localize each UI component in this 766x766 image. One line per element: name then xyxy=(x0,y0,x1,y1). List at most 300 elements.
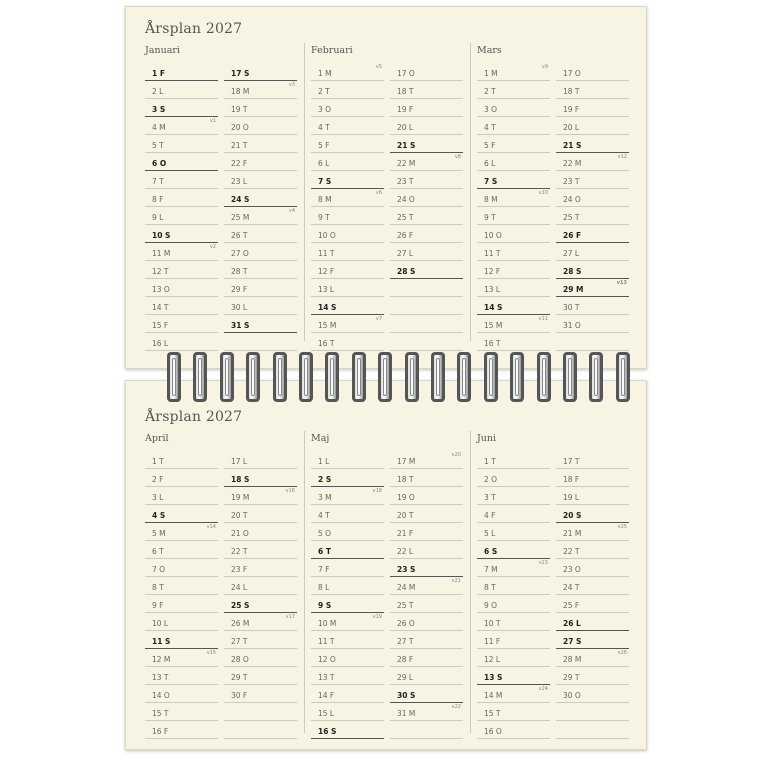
week-number: v4 xyxy=(288,208,295,214)
day-row xyxy=(145,81,218,99)
day-label: 7 M xyxy=(484,565,498,574)
day-label: 14 S xyxy=(484,303,503,312)
day-label: 2 T xyxy=(484,87,496,96)
day-label: 10 M xyxy=(318,619,337,628)
day-label: 31 S xyxy=(231,321,250,330)
day-row xyxy=(477,613,550,631)
day-row xyxy=(224,505,297,523)
day-row xyxy=(224,631,297,649)
day-label: 30 O xyxy=(563,691,581,700)
day-label: 11 T xyxy=(318,249,335,258)
day-label: 14 O xyxy=(152,691,170,700)
day-row xyxy=(311,99,384,117)
day-row xyxy=(145,487,218,505)
day-label: 28 S xyxy=(563,267,582,276)
day-row xyxy=(477,279,550,297)
day-row xyxy=(477,685,550,703)
day-label: 5 O xyxy=(318,529,332,538)
day-label: 1 M xyxy=(484,69,498,78)
day-label: 24 L xyxy=(231,583,248,592)
day-row xyxy=(556,297,629,315)
day-row xyxy=(224,451,297,469)
day-label: 29 L xyxy=(397,673,414,682)
day-row xyxy=(311,505,384,523)
day-row xyxy=(145,117,218,135)
day-row xyxy=(477,649,550,667)
day-label: 1 F xyxy=(152,69,165,78)
day-label: 11 T xyxy=(484,249,501,258)
day-label: 17 S xyxy=(231,69,250,78)
day-row xyxy=(145,315,218,333)
day-row xyxy=(477,595,550,613)
day-row xyxy=(311,279,384,297)
day-label: 1 T xyxy=(152,457,164,466)
day-row xyxy=(224,649,297,667)
day-row xyxy=(477,63,550,81)
day-label: 28 T xyxy=(231,267,248,276)
day-row xyxy=(145,469,218,487)
day-row xyxy=(145,559,218,577)
day-row xyxy=(390,225,463,243)
binding-ring xyxy=(273,352,287,402)
day-label: 6 O xyxy=(152,159,167,168)
day-row xyxy=(477,243,550,261)
day-row xyxy=(311,261,384,279)
top-page xyxy=(125,6,647,369)
day-label: 13 T xyxy=(152,673,169,682)
day-label: 3 T xyxy=(484,493,496,502)
day-label: 21 S xyxy=(397,141,416,150)
binding-ring xyxy=(352,352,366,402)
day-column xyxy=(224,451,297,739)
day-label: 12 F xyxy=(484,267,501,276)
day-row xyxy=(390,333,463,351)
day-row xyxy=(556,685,629,703)
day-row xyxy=(390,135,463,153)
day-label: 19 L xyxy=(563,493,580,502)
day-row xyxy=(477,81,550,99)
day-row xyxy=(477,135,550,153)
day-row xyxy=(556,487,629,505)
day-label: 26 T xyxy=(231,231,248,240)
day-label: 8 F xyxy=(152,195,164,204)
day-label: 3 S xyxy=(152,105,166,114)
day-label: 22 L xyxy=(397,547,414,556)
day-row xyxy=(145,649,218,667)
day-label: 23 S xyxy=(397,565,416,574)
day-row xyxy=(556,703,629,721)
week-number: v7 xyxy=(375,316,382,322)
day-label: 29 T xyxy=(563,673,580,682)
day-row xyxy=(145,261,218,279)
week-number: v20 xyxy=(451,452,461,458)
day-row xyxy=(311,703,384,721)
day-row xyxy=(556,225,629,243)
day-label: 25 T xyxy=(563,213,580,222)
day-row xyxy=(477,631,550,649)
day-label: 21 F xyxy=(397,529,414,538)
day-row xyxy=(390,81,463,99)
day-label: 5 L xyxy=(484,529,496,538)
day-label: 12 T xyxy=(152,267,169,276)
day-row xyxy=(224,577,297,595)
day-row xyxy=(145,297,218,315)
day-label: 7 F xyxy=(318,565,330,574)
day-label: 17 L xyxy=(231,457,248,466)
day-label: 17 O xyxy=(563,69,581,78)
day-label: 9 S xyxy=(318,601,332,610)
day-row xyxy=(224,667,297,685)
day-row xyxy=(477,225,550,243)
week-number: v3 xyxy=(288,82,295,88)
day-label: 2 T xyxy=(318,87,330,96)
week-number: v1 xyxy=(209,118,216,124)
day-row xyxy=(145,243,218,261)
day-label: 22 T xyxy=(563,547,580,556)
day-label: 9 F xyxy=(152,601,164,610)
day-label: 6 T xyxy=(318,547,331,556)
day-label: 11 F xyxy=(484,637,501,646)
month-divider xyxy=(470,43,471,341)
day-label: 6 L xyxy=(484,159,496,168)
day-row xyxy=(145,613,218,631)
day-label: 21 S xyxy=(563,141,582,150)
day-label: 14 T xyxy=(152,303,169,312)
day-row xyxy=(390,243,463,261)
day-row xyxy=(477,261,550,279)
day-label: 24 M xyxy=(397,583,416,592)
day-row xyxy=(390,577,463,595)
day-label: 7 T xyxy=(152,177,164,186)
day-label: 15 M xyxy=(484,321,503,330)
day-label: 27 T xyxy=(397,637,414,646)
day-row xyxy=(390,99,463,117)
day-label: 23 F xyxy=(231,565,248,574)
day-row xyxy=(145,667,218,685)
day-label: 25 T xyxy=(397,601,414,610)
day-label: 20 L xyxy=(563,123,580,132)
day-row xyxy=(556,63,629,81)
day-row xyxy=(145,189,218,207)
day-row xyxy=(311,667,384,685)
day-row xyxy=(311,63,384,81)
week-number: v26 xyxy=(617,650,627,656)
day-row xyxy=(556,171,629,189)
day-label: 6 T xyxy=(152,547,164,556)
day-row xyxy=(390,171,463,189)
day-label: 19 F xyxy=(563,105,580,114)
day-row xyxy=(477,469,550,487)
day-row xyxy=(311,613,384,631)
day-row xyxy=(556,315,629,333)
day-label: 7 S xyxy=(318,177,332,186)
day-row xyxy=(390,487,463,505)
day-row xyxy=(224,523,297,541)
day-label: 23 T xyxy=(397,177,414,186)
day-label: 30 T xyxy=(563,303,580,312)
day-label: 28 F xyxy=(397,655,414,664)
day-label: 13 L xyxy=(318,285,335,294)
binding-ring xyxy=(616,352,630,402)
day-row xyxy=(390,667,463,685)
month-name: Mars xyxy=(477,45,502,56)
week-number: v11 xyxy=(538,316,548,322)
day-column xyxy=(477,63,550,351)
day-row xyxy=(311,189,384,207)
day-label: 16 O xyxy=(484,727,502,736)
day-row xyxy=(145,451,218,469)
month-divider xyxy=(304,43,305,341)
day-label: 9 T xyxy=(484,213,496,222)
day-row xyxy=(145,721,218,739)
day-label: 24 T xyxy=(563,583,580,592)
day-label: 18 M xyxy=(231,87,250,96)
day-label: 10 S xyxy=(152,231,171,240)
day-row xyxy=(556,667,629,685)
day-row xyxy=(311,487,384,505)
day-label: 13 L xyxy=(484,285,501,294)
day-label: 5 F xyxy=(318,141,330,150)
binding-ring xyxy=(563,352,577,402)
day-label: 5 F xyxy=(484,141,496,150)
day-label: 23 O xyxy=(563,565,581,574)
day-row xyxy=(477,703,550,721)
page-title: Årsplan 2027 xyxy=(145,409,243,425)
day-row xyxy=(390,631,463,649)
day-label: 31 M xyxy=(397,709,416,718)
day-row xyxy=(390,613,463,631)
day-row xyxy=(477,559,550,577)
day-row xyxy=(390,117,463,135)
day-label: 3 O xyxy=(484,105,498,114)
day-row xyxy=(556,523,629,541)
day-label: 28 S xyxy=(397,267,416,276)
day-label: 29 M xyxy=(563,285,584,294)
day-label: 8 L xyxy=(318,583,330,592)
binding-ring xyxy=(405,352,419,402)
day-column xyxy=(145,451,218,739)
day-label: 14 F xyxy=(318,691,335,700)
day-row xyxy=(311,243,384,261)
page-title: Årsplan 2027 xyxy=(145,21,243,37)
day-row xyxy=(311,451,384,469)
day-label: 10 O xyxy=(484,231,502,240)
day-row xyxy=(390,63,463,81)
month-name: Februari xyxy=(311,45,353,56)
day-label: 26 M xyxy=(231,619,250,628)
day-label: 16 T xyxy=(484,339,501,348)
week-number: v16 xyxy=(285,488,295,494)
day-label: 1 L xyxy=(318,457,330,466)
day-row xyxy=(224,81,297,99)
day-row xyxy=(311,171,384,189)
day-row xyxy=(145,225,218,243)
day-row xyxy=(224,135,297,153)
day-label: 21 O xyxy=(231,529,249,538)
month-name: Januari xyxy=(145,45,180,56)
week-number: v14 xyxy=(206,524,216,530)
day-row xyxy=(224,297,297,315)
day-label: 21 M xyxy=(563,529,582,538)
bottom-page xyxy=(125,380,647,750)
day-label: 15 T xyxy=(484,709,501,718)
day-row xyxy=(556,469,629,487)
day-row xyxy=(556,559,629,577)
day-row xyxy=(556,99,629,117)
day-label: 14 M xyxy=(484,691,503,700)
day-label: 30 F xyxy=(231,691,248,700)
day-label: 4 T xyxy=(318,511,330,520)
day-row xyxy=(311,649,384,667)
day-label: 29 F xyxy=(231,285,248,294)
day-row xyxy=(390,261,463,279)
day-row xyxy=(390,649,463,667)
day-row xyxy=(311,541,384,559)
day-row xyxy=(311,523,384,541)
day-column xyxy=(145,63,218,351)
day-label: 15 L xyxy=(318,709,335,718)
day-label: 25 F xyxy=(563,601,580,610)
week-number: v10 xyxy=(538,190,548,196)
day-label: 22 M xyxy=(563,159,582,168)
day-label: 9 T xyxy=(318,213,330,222)
binding-ring xyxy=(167,352,181,402)
day-row xyxy=(390,153,463,171)
day-row xyxy=(311,333,384,351)
day-label: 18 T xyxy=(397,475,414,484)
day-label: 17 T xyxy=(563,457,580,466)
day-row xyxy=(224,207,297,225)
day-label: 20 L xyxy=(397,123,414,132)
day-row xyxy=(556,207,629,225)
day-row xyxy=(224,261,297,279)
binding-ring xyxy=(484,352,498,402)
day-row xyxy=(311,117,384,135)
day-row xyxy=(390,279,463,297)
day-label: 10 T xyxy=(484,619,501,628)
month-divider xyxy=(304,431,305,733)
day-row xyxy=(556,577,629,595)
day-label: 27 O xyxy=(231,249,249,258)
day-label: 25 T xyxy=(397,213,414,222)
day-label: 20 O xyxy=(231,123,249,132)
day-label: 2 F xyxy=(152,475,164,484)
week-number: v17 xyxy=(285,614,295,620)
day-column xyxy=(390,63,463,351)
day-row xyxy=(224,541,297,559)
day-column xyxy=(477,451,550,739)
day-column xyxy=(556,451,629,739)
day-row xyxy=(477,117,550,135)
day-label: 13 S xyxy=(484,673,503,682)
day-label: 14 S xyxy=(318,303,337,312)
binding-ring xyxy=(193,352,207,402)
day-label: 6 L xyxy=(318,159,330,168)
day-label: 27 L xyxy=(563,249,580,258)
day-label: 27 T xyxy=(231,637,248,646)
day-label: 20 T xyxy=(397,511,414,520)
day-row xyxy=(311,135,384,153)
binding-ring xyxy=(457,352,471,402)
day-label: 18 T xyxy=(563,87,580,96)
day-row xyxy=(311,577,384,595)
day-row xyxy=(390,469,463,487)
day-label: 1 M xyxy=(318,69,332,78)
day-label: 18 S xyxy=(231,475,250,484)
day-label: 24 O xyxy=(397,195,415,204)
day-label: 8 M xyxy=(484,195,498,204)
day-label: 15 F xyxy=(152,321,169,330)
day-row xyxy=(390,703,463,721)
week-number: v21 xyxy=(451,578,461,584)
day-label: 12 L xyxy=(484,655,501,664)
binding-ring xyxy=(537,352,551,402)
day-row xyxy=(556,189,629,207)
day-row xyxy=(145,685,218,703)
day-row xyxy=(311,685,384,703)
day-row xyxy=(477,333,550,351)
day-label: 12 M xyxy=(152,655,171,664)
day-row xyxy=(556,541,629,559)
day-row xyxy=(477,577,550,595)
day-row xyxy=(556,721,629,739)
day-row xyxy=(224,243,297,261)
day-label: 12 O xyxy=(318,655,336,664)
day-row xyxy=(145,171,218,189)
month-name: Maj xyxy=(311,433,330,444)
day-row xyxy=(390,451,463,469)
day-row xyxy=(477,451,550,469)
day-row xyxy=(390,721,463,739)
day-label: 31 O xyxy=(563,321,581,330)
day-row xyxy=(145,135,218,153)
day-label: 16 L xyxy=(152,339,169,348)
day-row xyxy=(477,189,550,207)
day-row xyxy=(556,595,629,613)
day-row xyxy=(145,153,218,171)
week-number: v19 xyxy=(372,614,382,620)
day-row xyxy=(224,117,297,135)
day-row xyxy=(311,153,384,171)
day-label: 9 L xyxy=(152,213,164,222)
day-label: 28 M xyxy=(563,655,582,664)
day-row xyxy=(390,523,463,541)
day-label: 25 M xyxy=(231,213,250,222)
day-row xyxy=(145,595,218,613)
binding-ring xyxy=(246,352,260,402)
day-column xyxy=(311,451,384,739)
day-label: 3 M xyxy=(318,493,332,502)
week-number: v5 xyxy=(375,64,382,70)
day-label: 8 M xyxy=(318,195,332,204)
day-row xyxy=(224,171,297,189)
day-label: 19 O xyxy=(397,493,415,502)
day-label: 23 L xyxy=(231,177,248,186)
day-label: 7 S xyxy=(484,177,498,186)
week-number: v13 xyxy=(616,280,627,286)
day-label: 24 O xyxy=(563,195,581,204)
day-row xyxy=(145,207,218,225)
day-label: 17 O xyxy=(397,69,415,78)
day-row xyxy=(556,333,629,351)
day-label: 2 L xyxy=(152,87,164,96)
day-row xyxy=(311,225,384,243)
day-row xyxy=(224,333,297,351)
day-label: 26 L xyxy=(563,619,581,628)
day-label: 13 T xyxy=(318,673,335,682)
day-label: 5 T xyxy=(152,141,164,150)
week-number: v24 xyxy=(538,686,548,692)
